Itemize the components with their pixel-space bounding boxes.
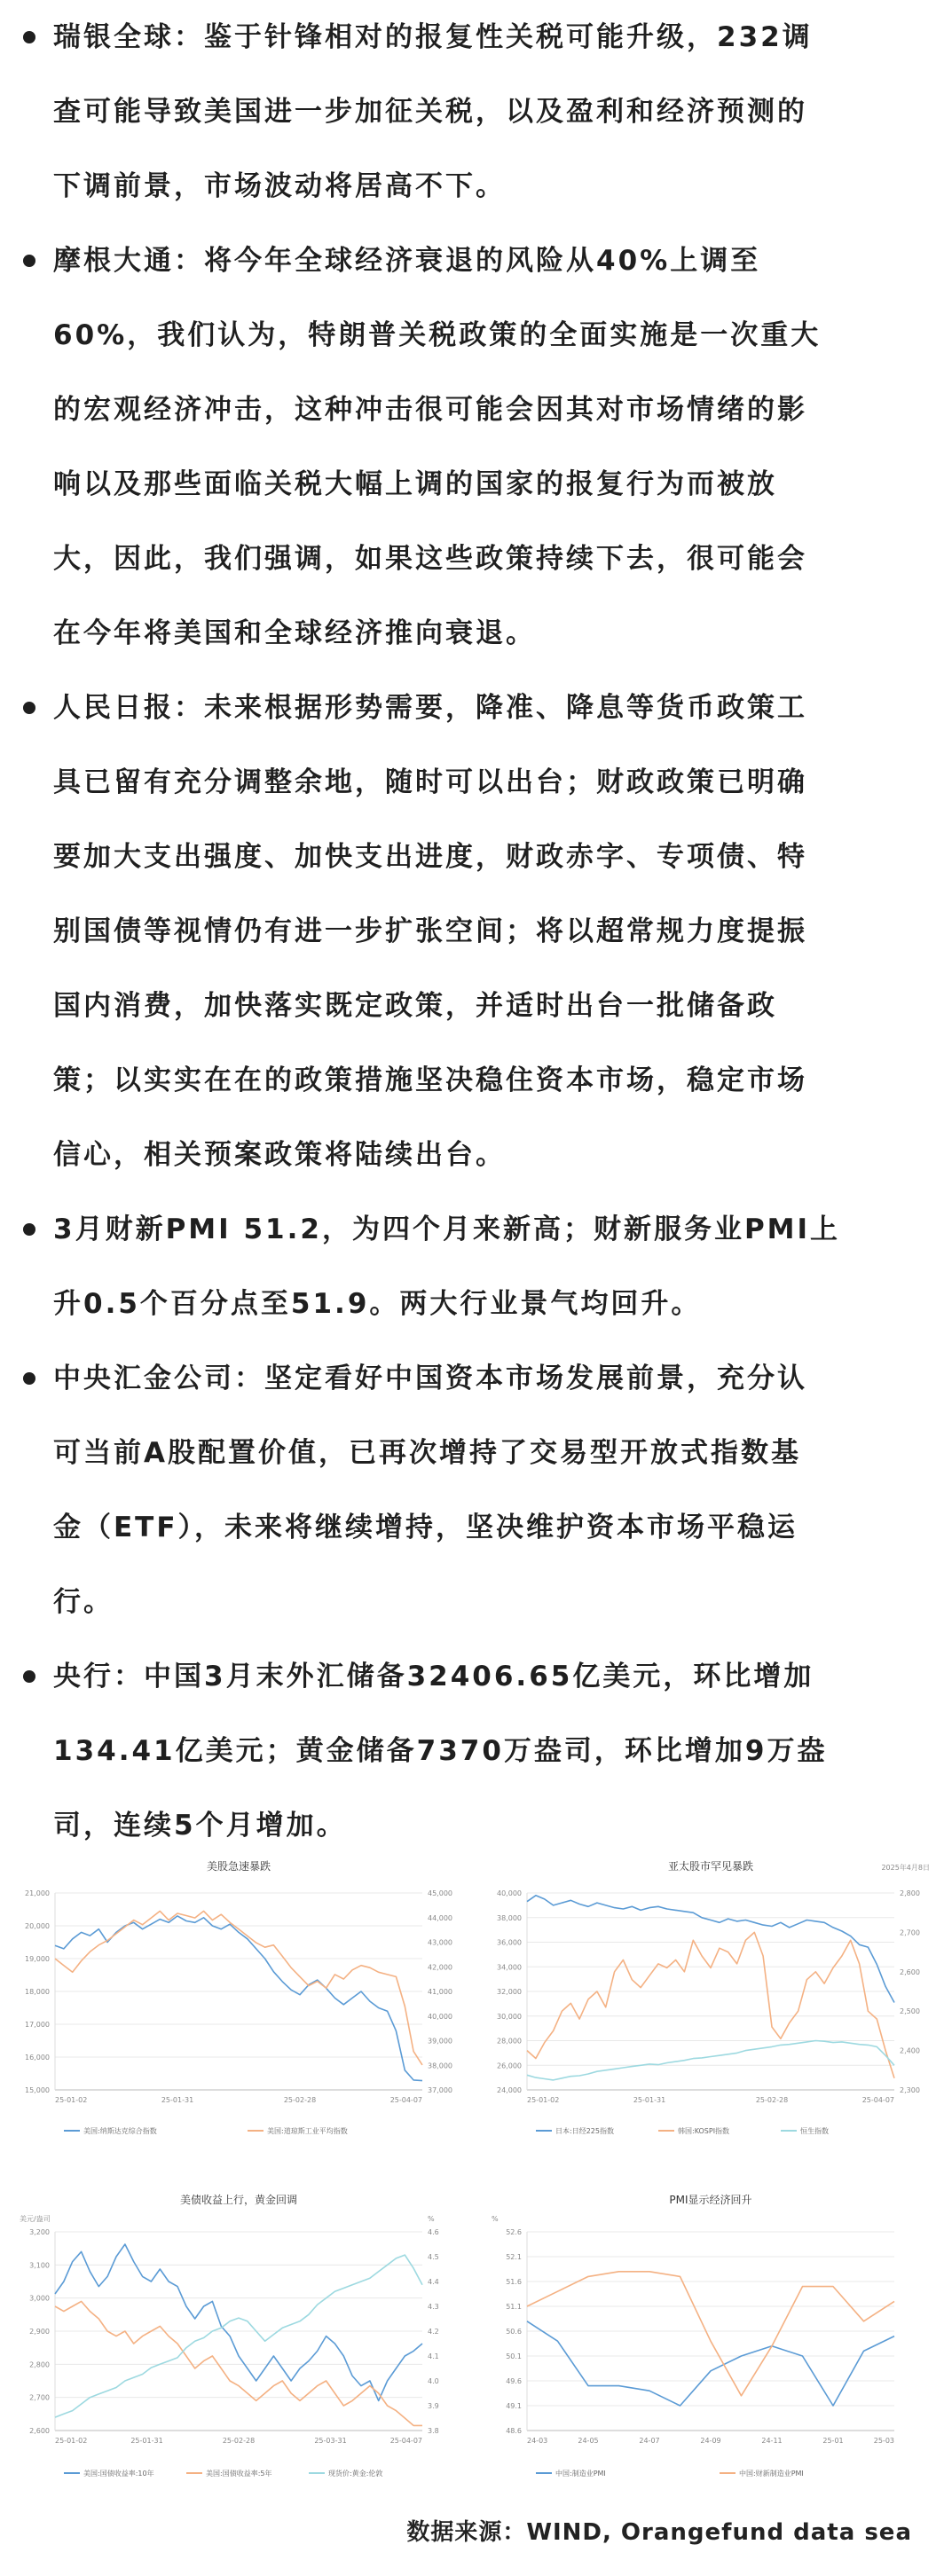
bullet-peoples-daily: [53, 671, 905, 1192]
bullet-line: 3月财新PMI 51.2，为四个月来新高；财新服务业PMI上: [53, 1213, 841, 1245]
y-tick-label-right: 45,000: [428, 1889, 452, 1897]
y-tick-label-right: 2,500: [900, 2007, 920, 2016]
y-tick-label-left: 51.1: [506, 2303, 522, 2311]
bullet-line: 可当前A股配置价值，已再次增持了交易型开放式指数基: [53, 1437, 801, 1469]
y-tick-label-left: 30,000: [497, 2012, 522, 2021]
bullet-dot-icon: [23, 1372, 35, 1385]
x-tick-label: 25-02-28: [283, 2096, 317, 2104]
chart-us-stocks: [12, 1852, 465, 2145]
y-tick-label-left: 3,200: [29, 2228, 50, 2236]
y-tick-label-left: 28,000: [497, 2037, 522, 2046]
y-tick-label-left: 24,000: [497, 2086, 522, 2094]
y-tick-label-right: 38,000: [428, 2062, 452, 2070]
chart-treasury-gold: [12, 2186, 465, 2487]
y-tick-label-left: 2,900: [29, 2328, 50, 2336]
bullet-dot-icon: [23, 1223, 35, 1236]
x-tick-label: 25-01-31: [130, 2437, 163, 2445]
bullet-line: 金（ETF），未来将继续增持，坚决维护资本市场平稳运: [53, 1512, 798, 1543]
bullet-line: 查可能导致美国进一步加征关税，以及盈利和经济预测的: [53, 96, 807, 128]
y-tick-label-right: 2,700: [900, 1928, 920, 1937]
y-axis-label-left: 美元/盎司: [20, 2215, 51, 2223]
x-tick-label: 25-04-07: [389, 2437, 422, 2445]
y-tick-label-left: 50.1: [506, 2352, 522, 2360]
legend-label: 美国:纳斯达克综合指数: [83, 2127, 157, 2135]
x-tick-label: 24-11: [761, 2437, 783, 2445]
chart-asia-pacific-stocks: [484, 1852, 937, 2145]
x-tick-label: 25-02-28: [222, 2437, 256, 2445]
series-line: [55, 1916, 422, 2081]
y-tick-label-right: 39,000: [428, 2037, 452, 2046]
legend-label: 美国:国债收益率:10年: [83, 2470, 154, 2478]
y-tick-label-left: 52.6: [506, 2228, 522, 2236]
y-tick-label-left: 40,000: [497, 1889, 522, 1897]
y-tick-label-left: 32,000: [497, 1988, 522, 1996]
y-tick-label-left: 3,000: [29, 2294, 50, 2303]
y-tick-label-left: 2,600: [29, 2427, 50, 2435]
series-line: [55, 2301, 422, 2425]
y-axis-label-left: %: [492, 2215, 499, 2223]
x-tick-label: 25-03: [873, 2437, 894, 2445]
bullet-dot-icon: [23, 702, 35, 714]
bullet-line: 134.41亿美元；黄金储备7370万盎司，环比增加9万盎: [53, 1735, 828, 1767]
y-tick-label-left: 21,000: [25, 1889, 50, 1897]
y-tick-label-left: 16,000: [25, 2054, 50, 2062]
bullet-central-bank: [53, 1639, 905, 1863]
bullet-line: 司，连续5个月增加。: [53, 1810, 347, 1842]
y-tick-label-left: 48.6: [506, 2427, 522, 2435]
y-tick-label-left: 19,000: [25, 1955, 50, 1963]
y-tick-label-left: 49.1: [506, 2402, 522, 2410]
y-tick-label-left: 50.6: [506, 2328, 522, 2336]
y-tick-label-left: 2,700: [29, 2393, 50, 2402]
y-tick-label-right: 42,000: [428, 1963, 452, 1972]
x-tick-label: 25-01-31: [161, 2096, 194, 2104]
x-tick-label: 24-07: [639, 2437, 660, 2445]
x-tick-label: 24-09: [700, 2437, 721, 2445]
bullet-line: 要加大支出强度、加快支出进度，财政赤字、专项债、特: [53, 841, 807, 873]
y-tick-label-right: 3.9: [428, 2402, 439, 2410]
bullet-line: 下调前景，市场波动将居高不下。: [53, 170, 506, 202]
y-tick-label-left: 36,000: [497, 1938, 522, 1947]
legend-label: 现货价:黄金:伦敦: [328, 2470, 383, 2478]
bullet-line: 国内消费，加快落实既定政策，并适时出台一批储备政: [53, 990, 777, 1022]
x-tick-label: 25-04-07: [861, 2096, 894, 2104]
y-tick-label-right: 4.1: [428, 2352, 439, 2360]
y-tick-label-left: 2,800: [29, 2360, 50, 2369]
legend-label: 韩国:KOSPI指数: [678, 2127, 730, 2135]
x-tick-label: 25-01-31: [633, 2096, 666, 2104]
y-tick-label-right: 4.6: [428, 2228, 439, 2236]
legend-label: 美国:国债收益率:5年: [206, 2470, 272, 2478]
series-line: [55, 2244, 422, 2400]
legend-label: 美国:道琼斯工业平均指数: [267, 2127, 348, 2135]
y-tick-label-left: 17,000: [25, 2021, 50, 2029]
bullet-line: 人民日报：未来根据形势需要，降准、降息等货币政策工: [53, 692, 807, 724]
y-tick-label-left: 38,000: [497, 1913, 522, 1922]
legend-label: 中国:财新制造业PMI: [739, 2470, 804, 2478]
bullet-line: 瑞银全球：鉴于针锋相对的报复性关税可能升级，232调: [53, 21, 813, 53]
y-tick-label-right: 4.4: [428, 2278, 439, 2286]
legend-label: 中国:制造业PMI: [555, 2470, 606, 2478]
y-tick-label-right: 4.0: [428, 2377, 439, 2385]
series-line: [527, 1896, 894, 2003]
y-tick-label-right: 41,000: [428, 1988, 452, 1996]
y-axis-label-right: %: [428, 2215, 435, 2223]
bullet-dot-icon: [23, 1670, 35, 1683]
y-tick-label-right: 43,000: [428, 1938, 452, 1947]
bullet-central-huijin: [53, 1341, 905, 1639]
x-tick-label: 25-01-02: [527, 2096, 560, 2104]
bullet-caixin-pmi: [53, 1192, 905, 1341]
series-line: [55, 1911, 422, 2065]
y-tick-label-left: 51.6: [506, 2278, 522, 2286]
y-tick-label-left: 34,000: [497, 1963, 522, 1972]
y-tick-label-right: 4.2: [428, 2328, 439, 2336]
data-source-caption: 数据来源：WIND, Orangefund data sea: [406, 2519, 912, 2546]
y-tick-label-left: 15,000: [25, 2086, 50, 2094]
y-tick-label-right: 40,000: [428, 2012, 452, 2021]
chart-pmi: [484, 2186, 937, 2487]
y-tick-label-right: 2,800: [900, 1889, 920, 1897]
x-tick-label: 25-01-02: [55, 2437, 88, 2445]
y-tick-label-right: 4.3: [428, 2303, 439, 2311]
x-tick-label: 25-03-31: [314, 2437, 347, 2445]
x-tick-label: 25-04-07: [389, 2096, 422, 2104]
bullet-line: 摩根大通：将今年全球经济衰退的风险从40%上调至: [53, 245, 761, 277]
y-tick-label-right: 3.8: [428, 2427, 439, 2435]
bullet-dot-icon: [23, 255, 35, 267]
bullet-line: 策；以实实在在的政策措施坚决稳住资本市场，稳定市场: [53, 1064, 807, 1096]
bullet-line: 大，因此，我们强调，如果这些政策持续下去，很可能会: [53, 543, 807, 575]
bullet-ubs: [53, 0, 905, 224]
x-tick-label: 24-05: [578, 2437, 599, 2445]
chart-title: 美股急速暴跌: [206, 1860, 271, 1873]
bullet-jpmorgan: [53, 224, 905, 671]
chart-title: 美债收益上行，黄金回调: [179, 2194, 298, 2206]
y-tick-label-right: 2,600: [900, 1967, 920, 1976]
chart-subtitle: 2025年4月8日: [881, 1864, 930, 1872]
y-tick-label-left: 20,000: [25, 1922, 50, 1930]
series-line: [527, 2041, 894, 2080]
x-tick-label: 24-03: [527, 2437, 548, 2445]
chart-title: PMI显示经济回升: [669, 2194, 752, 2206]
legend-label: 恒生指数: [800, 2127, 829, 2135]
series-line: [527, 2321, 894, 2406]
y-tick-label-left: 18,000: [25, 1988, 50, 1996]
x-tick-label: 25-02-28: [755, 2096, 789, 2104]
bullet-line: 具已留有充分调整余地，随时可以出台；财政政策已明确: [53, 766, 807, 798]
bullet-line: 的宏观经济冲击，这种冲击很可能会因其对市场情绪的影: [53, 394, 807, 426]
bullet-line: 响以及那些面临关税大幅上调的国家的报复行为而被放: [53, 468, 777, 500]
legend-label: 日本:日经225指数: [555, 2127, 614, 2135]
y-tick-label-left: 3,100: [29, 2261, 50, 2270]
y-tick-label-left: 52.1: [506, 2253, 522, 2261]
x-tick-label: 25-01: [822, 2437, 844, 2445]
bullet-line: 行。: [53, 1586, 114, 1618]
y-tick-label-right: 2,400: [900, 2046, 920, 2055]
bullet-line: 60%，我们认为，特朗普关税政策的全面实施是一次重大: [53, 319, 822, 351]
bullet-line: 在今年将美国和全球经济推向衰退。: [53, 617, 536, 649]
x-tick-label: 25-01-02: [55, 2096, 88, 2104]
y-tick-label-right: 2,300: [900, 2086, 920, 2094]
bullet-line: 信心，相关预案政策将陆续出台。: [53, 1139, 506, 1171]
bullet-line: 升0.5个百分点至51.9。两大行业景气均回升。: [53, 1288, 702, 1320]
bullet-line: 中央汇金公司：坚定看好中国资本市场发展前景，充分认: [53, 1363, 807, 1394]
chart-title: 亚太股市罕见暴跌: [667, 1860, 754, 1873]
y-tick-label-left: 26,000: [497, 2062, 522, 2070]
y-tick-label-right: 44,000: [428, 1913, 452, 1922]
y-tick-label-right: 4.5: [428, 2253, 439, 2261]
bullet-line: 央行：中国3月末外汇储备32406.65亿美元，环比增加: [53, 1661, 814, 1692]
bullet-line: 别国债等视情仍有进一步扩张空间；将以超常规力度提振: [53, 915, 807, 947]
series-line: [55, 2255, 422, 2417]
bullet-dot-icon: [23, 31, 35, 43]
y-tick-label-left: 49.6: [506, 2377, 522, 2385]
y-tick-label-right: 37,000: [428, 2086, 452, 2094]
